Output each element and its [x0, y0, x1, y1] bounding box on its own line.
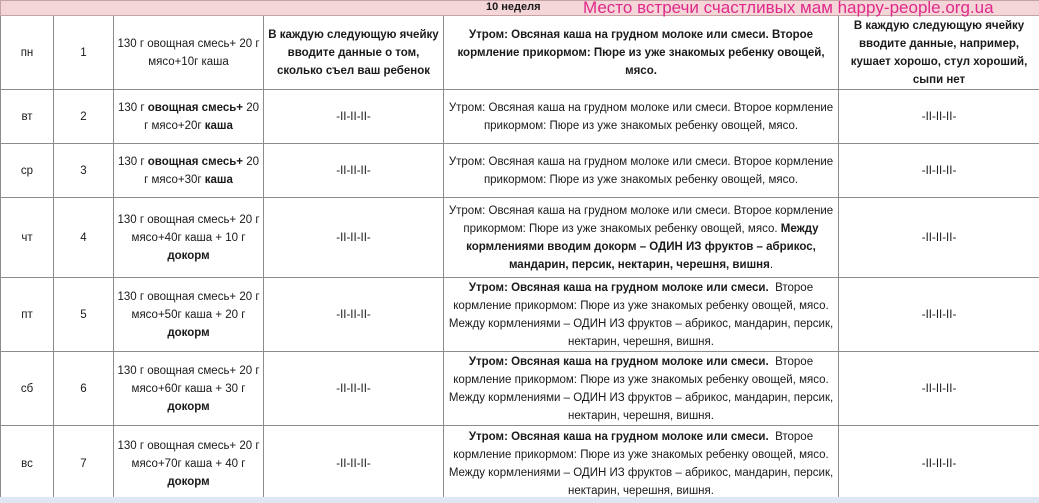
day-label: ср: [20, 164, 34, 177]
eaten-cell[interactable]: [264, 352, 444, 426]
notes-cell[interactable]: [839, 144, 1039, 198]
table-row: [1, 352, 1039, 426]
notes-ditto: -II-II-II-: [921, 457, 957, 470]
eaten-cell[interactable]: [264, 198, 444, 278]
eaten-ditto: -II-II-II-: [336, 382, 371, 395]
menu-text: Утром: Овсяная каша на грудном молоке или смеси. Второе кормление прикормом: Пюре из уже знакомых ребенку овощей, мясо.: [457, 28, 825, 77]
eaten-instruction: В каждую следующую ячейку вводите данные о том, сколько съел ваш ребенок: [268, 28, 439, 77]
menu-morning-text: Утром: Овсяная каша на грудном молоке или смеси.: [468, 355, 769, 368]
day-number-cell[interactable]: [54, 278, 114, 352]
portion-text: 130 г овощная смесь+ 20 г мясо+60г каша + 30 г: [117, 364, 260, 395]
eaten-ditto: -II-II-II-: [336, 231, 371, 244]
day-number-cell[interactable]: [54, 426, 114, 502]
notes-cell[interactable]: [839, 90, 1039, 144]
menu-cell[interactable]: [444, 198, 839, 278]
day-number: 6: [80, 382, 87, 395]
day-number: 3: [80, 164, 87, 177]
notes-ditto: -II-II-II-: [921, 110, 957, 123]
portion-cell[interactable]: [114, 16, 264, 90]
portion-text: 130 г овощная смесь+ 20 г мясо+50г каша + 20 г: [117, 290, 260, 321]
portion-cell[interactable]: [114, 278, 264, 352]
eaten-ditto: -II-II-II-: [336, 308, 371, 321]
day-number-cell[interactable]: [54, 198, 114, 278]
table-row: [1, 90, 1039, 144]
portion-amount: 130 г: [117, 101, 148, 114]
day-label: сб: [20, 382, 34, 395]
menu-text: Второе кормление прикормом: Пюре из уже знакомых ребенку овощей, мясо. Между кормлениями – ОДИН ИЗ фруктов – абрикос, мандарин, персик, нектарин, черешня, вишня.: [448, 355, 834, 422]
menu-supplement-text: Между кормлениями вводим докорм – ОДИН ИЗ фруктов – абрикос, мандарин, персик, нектарин, черешня, вишня: [466, 222, 819, 271]
menu-text: Второе кормление прикормом: Пюре из уже знакомых ребенку овощей, мясо. Между кормлениями – ОДИН ИЗ фруктов – абрикос, мандарин, персик, нектарин, черешня, вишня.: [448, 430, 834, 497]
day-label: вс: [21, 457, 33, 470]
menu-cell[interactable]: [444, 16, 839, 90]
portion-text: 130 г овощная смесь+ 20 г мясо+70г каша + 40 г: [117, 439, 260, 470]
notes-cell[interactable]: [839, 278, 1039, 352]
portion-porridge: каша: [204, 119, 233, 132]
notes-cell[interactable]: [839, 16, 1039, 90]
notes-cell[interactable]: [839, 426, 1039, 502]
menu-text: Второе кормление прикормом: Пюре из уже знакомых ребенку овощей, мясо. Между кормлениями – ОДИН ИЗ фруктов – абрикос, мандарин, персик, нектарин, черешня, вишня.: [448, 281, 834, 348]
notes-cell[interactable]: [839, 352, 1039, 426]
day-cell[interactable]: [1, 90, 54, 144]
eaten-cell[interactable]: [264, 90, 444, 144]
menu-cell[interactable]: [444, 90, 839, 144]
notes-instruction: В каждую следующую ячейку вводите данные, например, кушает хорошо, стул хороший, сыпи нет: [850, 19, 1028, 86]
week-title: 10 неделя: [486, 1, 541, 13]
portion-porridge: каша: [204, 173, 233, 186]
eaten-ditto: -II-II-II-: [336, 110, 371, 123]
day-cell[interactable]: [1, 144, 54, 198]
eaten-cell[interactable]: [264, 16, 444, 90]
portion-cell[interactable]: [114, 352, 264, 426]
portion-cell[interactable]: [114, 198, 264, 278]
eaten-cell[interactable]: [264, 426, 444, 502]
day-label: пн: [20, 46, 34, 59]
notes-ditto: -II-II-II-: [921, 231, 957, 244]
table-row: [1, 278, 1039, 352]
sheet-bottom-strip: [0, 497, 1039, 503]
menu-cell[interactable]: [444, 426, 839, 502]
day-label: чт: [21, 231, 33, 244]
portion-supplement: докорм: [167, 326, 210, 339]
day-number: 5: [80, 308, 87, 321]
menu-text: Утром: Овсяная каша на грудном молоке или смеси. Второе кормление прикормом: Пюре из уже знакомых ребенку овощей, мясо.: [448, 155, 834, 186]
portion-supplement: докорм: [167, 249, 210, 262]
day-number-cell[interactable]: [54, 90, 114, 144]
site-watermark: Место встречи счастливых мам happy-people.org.ua: [583, 0, 994, 17]
eaten-ditto: -II-II-II-: [336, 164, 371, 177]
day-number: 7: [80, 457, 87, 470]
menu-text: Утром: Овсяная каша на грудном молоке или смеси. Второе кормление прикормом: Пюре из уже знакомых ребенку овощей, мясо.: [448, 101, 834, 132]
eaten-cell[interactable]: [264, 144, 444, 198]
day-cell[interactable]: [1, 198, 54, 278]
day-number-cell[interactable]: [54, 144, 114, 198]
day-number: 4: [80, 231, 87, 244]
day-cell[interactable]: [1, 16, 54, 90]
table-row: [1, 198, 1039, 278]
day-number: 2: [80, 110, 87, 123]
notes-cell[interactable]: [839, 198, 1039, 278]
notes-ditto: -II-II-II-: [921, 308, 957, 321]
menu-morning-text: Утром: Овсяная каша на грудном молоке или смеси.: [468, 430, 769, 443]
day-number: 1: [80, 46, 87, 59]
day-cell[interactable]: [1, 426, 54, 502]
day-number-cell[interactable]: [54, 352, 114, 426]
table-row: [1, 144, 1039, 198]
day-number-cell[interactable]: [54, 16, 114, 90]
menu-text: Утром: Овсяная каша на грудном молоке или смеси. Второе кормление прикормом: Пюре из уже знакомых ребенку овощей, мясо.: [448, 204, 834, 235]
portion-cell[interactable]: [114, 90, 264, 144]
portion-veg: овощная смесь+: [147, 101, 247, 114]
menu-cell[interactable]: [444, 144, 839, 198]
portion-supplement: докорм: [167, 475, 210, 488]
table-row: [1, 426, 1039, 502]
portion-amount: 130 г: [117, 155, 148, 168]
portion-text: 130 г овощная смесь+ 20 г мясо+10г каша: [117, 37, 260, 68]
day-cell[interactable]: [1, 278, 54, 352]
portion-supplement: докорм: [167, 400, 210, 413]
menu-period: .: [769, 258, 774, 271]
portion-meat: 20 г мясо+20г: [144, 101, 260, 132]
day-label: вт: [21, 110, 33, 123]
portion-text: 130 г овощная смесь+ 20 г мясо+40г каша + 10 г: [117, 213, 260, 244]
portion-veg: овощная смесь+: [147, 155, 247, 168]
portion-cell[interactable]: [114, 426, 264, 502]
day-label: пт: [21, 308, 33, 321]
notes-ditto: -II-II-II-: [921, 164, 957, 177]
eaten-ditto: -II-II-II-: [336, 457, 371, 470]
eaten-cell[interactable]: [264, 278, 444, 352]
menu-cell[interactable]: [444, 278, 839, 352]
portion-meat: 20 г мясо+30г: [144, 155, 260, 186]
day-cell[interactable]: [1, 352, 54, 426]
notes-ditto: -II-II-II-: [921, 382, 957, 395]
menu-cell[interactable]: [444, 352, 839, 426]
portion-cell[interactable]: [114, 144, 264, 198]
menu-morning-text: Утром: Овсяная каша на грудном молоке или смеси.: [468, 281, 769, 294]
table-row: [1, 16, 1039, 90]
